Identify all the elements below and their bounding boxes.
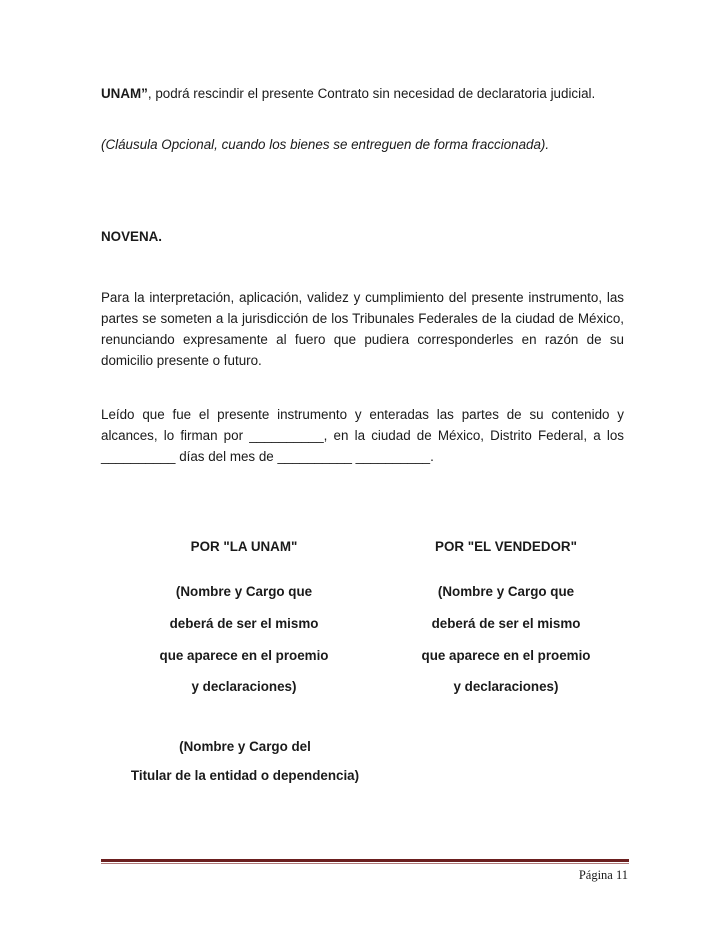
signature-vendedor-line-1: (Nombre y Cargo que	[437, 584, 575, 599]
signature-unam-line-2: deberá de ser el mismo	[169, 616, 319, 631]
contract-fragment-paragraph	[101, 83, 624, 104]
page-number: Página 11	[578, 868, 628, 882]
footer-rule-thick	[101, 859, 629, 862]
signature-title-unam: POR "LA UNAM"	[190, 539, 298, 554]
signature-unam-line-4: y declaraciones)	[191, 679, 297, 694]
closing-statement-text: Leído que fue el presente instrumento y enteradas las partes de su contenido y alcances, lo firman por __________, en la ciudad de México, Distrito Federal, a los __________ días del mes de __________ __________.	[101, 407, 624, 464]
signature-unam-line-1: (Nombre y Cargo que	[175, 584, 313, 599]
jurisdiction-clause-text: Para la interpretación, aplicación, validez y cumplimiento del presente instrumento, las partes se someten a la jurisdicción de los Tribunales Federales de la ciudad de México, renunciando expresamente al fuero que pudiera corresponderles en razón de su domicilio presente o futuro.	[101, 290, 624, 368]
signature-titular-line-2: Titular de la entidad o dependencia)	[130, 768, 360, 783]
signature-unam-line-3: que aparece en el proemio	[159, 648, 329, 663]
signature-vendedor-line-2: deberá de ser el mismo	[431, 616, 581, 631]
footer-rule-thin	[101, 863, 629, 864]
signature-title-vendedor: POR "EL VENDEDOR"	[435, 539, 577, 554]
fragment-rest-text: , podrá rescindir el presente Contrato sin necesidad de declaratoria judicial.	[147, 86, 596, 101]
unam-bold-text: UNAM”	[101, 86, 148, 101]
clause-heading-novena: NOVENA.	[101, 229, 163, 244]
optional-clause-note: (Cláusula Opcional, cuando los bienes se entreguen de forma fraccionada).	[101, 137, 550, 152]
signature-vendedor-line-3: que aparece en el proemio	[421, 648, 591, 663]
signature-titular-line-1: (Nombre y Cargo del	[179, 739, 311, 754]
signature-vendedor-line-4: y declaraciones)	[453, 679, 559, 694]
